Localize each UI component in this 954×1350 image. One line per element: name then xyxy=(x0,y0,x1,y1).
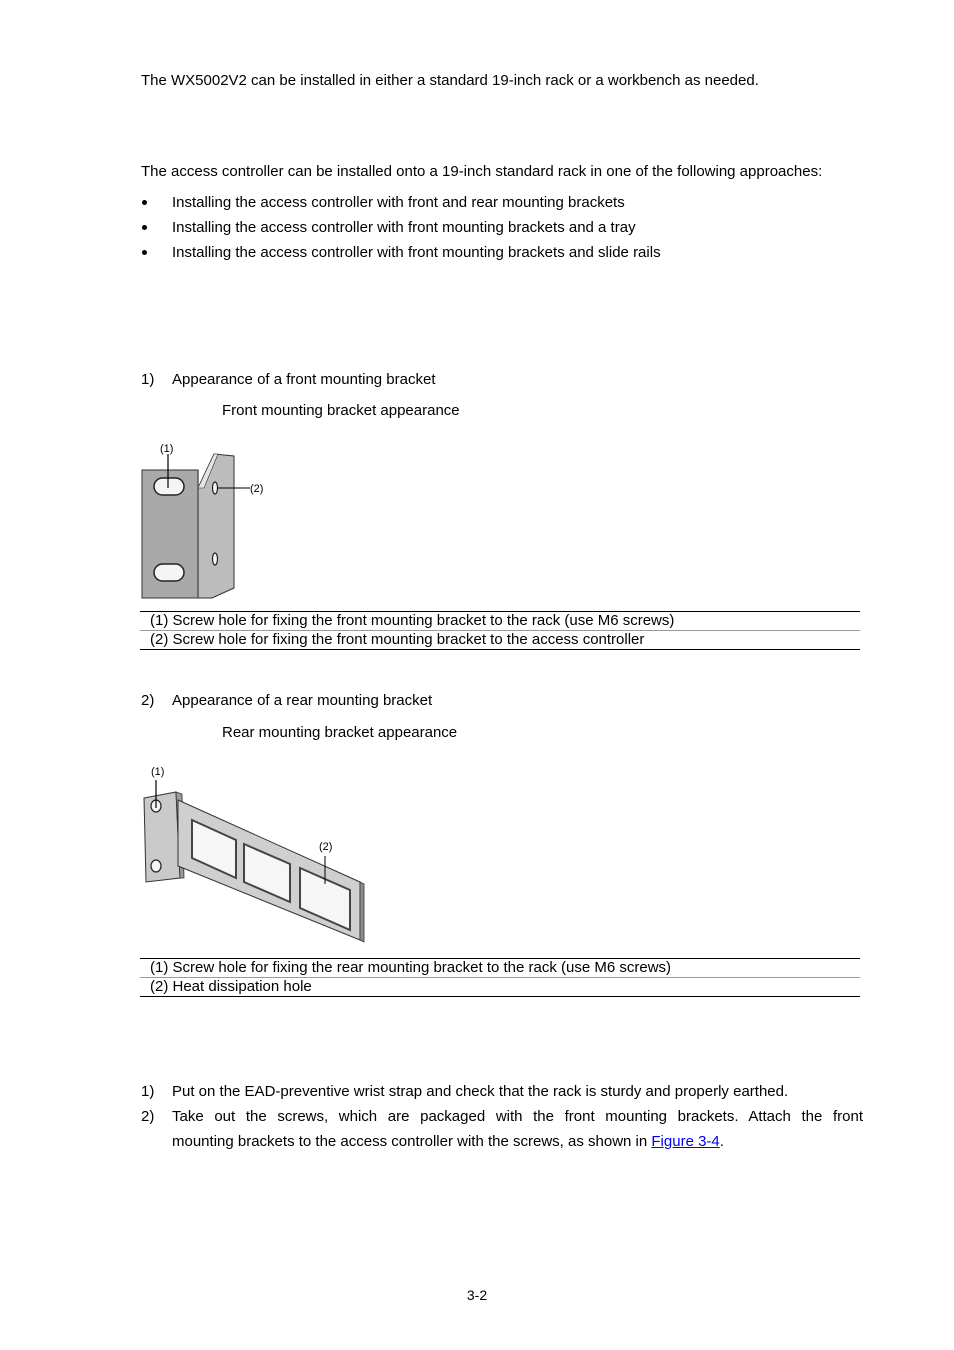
table-row: (2) Screw hole for fixing the front mounting bracket to the access controller xyxy=(140,631,860,650)
rack-intro-paragraph: The access controller can be installed onto a 19-inch standard rack in one of the following approaches: xyxy=(141,163,823,180)
rear-figure-caption: Rear mounting bracket appearance xyxy=(222,724,458,741)
rack-screw-hole xyxy=(154,478,184,495)
front-section-title: Appearance of a front mounting bracket xyxy=(172,371,436,388)
intro-paragraph: The WX5002V2 can be installed in either a standard 19-inch rack or a workbench as needed. xyxy=(141,72,759,89)
rear-section-number: 2) xyxy=(141,692,155,709)
front-bracket-figure xyxy=(138,436,278,602)
device-screw-hole xyxy=(213,553,218,565)
front-legend-table xyxy=(140,611,860,650)
rear-legend-table xyxy=(140,958,860,997)
table-row: (2) Heat dissipation hole xyxy=(140,978,860,997)
bullet-icon xyxy=(142,225,147,230)
front-section-number: 1) xyxy=(141,371,155,388)
front-bracket-flange xyxy=(198,454,234,598)
bullet-icon xyxy=(142,250,147,255)
bullet-icon xyxy=(142,200,147,205)
step-1-text: Put on the EAD-preventive wrist strap and check that the rack is sturdy and properly earthed. xyxy=(172,1083,789,1100)
rack-screw-hole xyxy=(154,564,184,581)
step-2-line-2: mounting brackets to the access controller with the screws, as shown in Figure 3-4. xyxy=(172,1133,724,1150)
step-1-number: 1) xyxy=(141,1083,155,1100)
page-number: 3-2 xyxy=(466,1287,488,1303)
rear-section-title: Appearance of a rear mounting bracket xyxy=(172,692,433,709)
rear-bracket-figure xyxy=(138,760,378,946)
callout-2: (2) xyxy=(250,483,264,495)
rear-bracket-tab xyxy=(144,792,180,882)
table-row: (1) Screw hole for fixing the front mounting bracket to the rack (use M6 screws) xyxy=(140,612,860,631)
step-2-line-1: Take out the screws, which are packaged with the front mounting brackets. Attach the front xyxy=(172,1108,863,1125)
callout-1: (1) xyxy=(151,766,165,778)
callout-2: (2) xyxy=(319,841,333,853)
device-screw-hole xyxy=(213,482,218,494)
rack-screw-hole xyxy=(151,860,161,872)
figure-3-4-link[interactable]: Figure 3-4 xyxy=(651,1133,720,1150)
callout-1: (1) xyxy=(160,443,174,455)
step-2-number: 2) xyxy=(141,1108,155,1125)
table-row: (1) Screw hole for fixing the rear mounting bracket to the rack (use M6 screws) xyxy=(140,959,860,978)
front-figure-caption: Front mounting bracket appearance xyxy=(222,402,460,419)
